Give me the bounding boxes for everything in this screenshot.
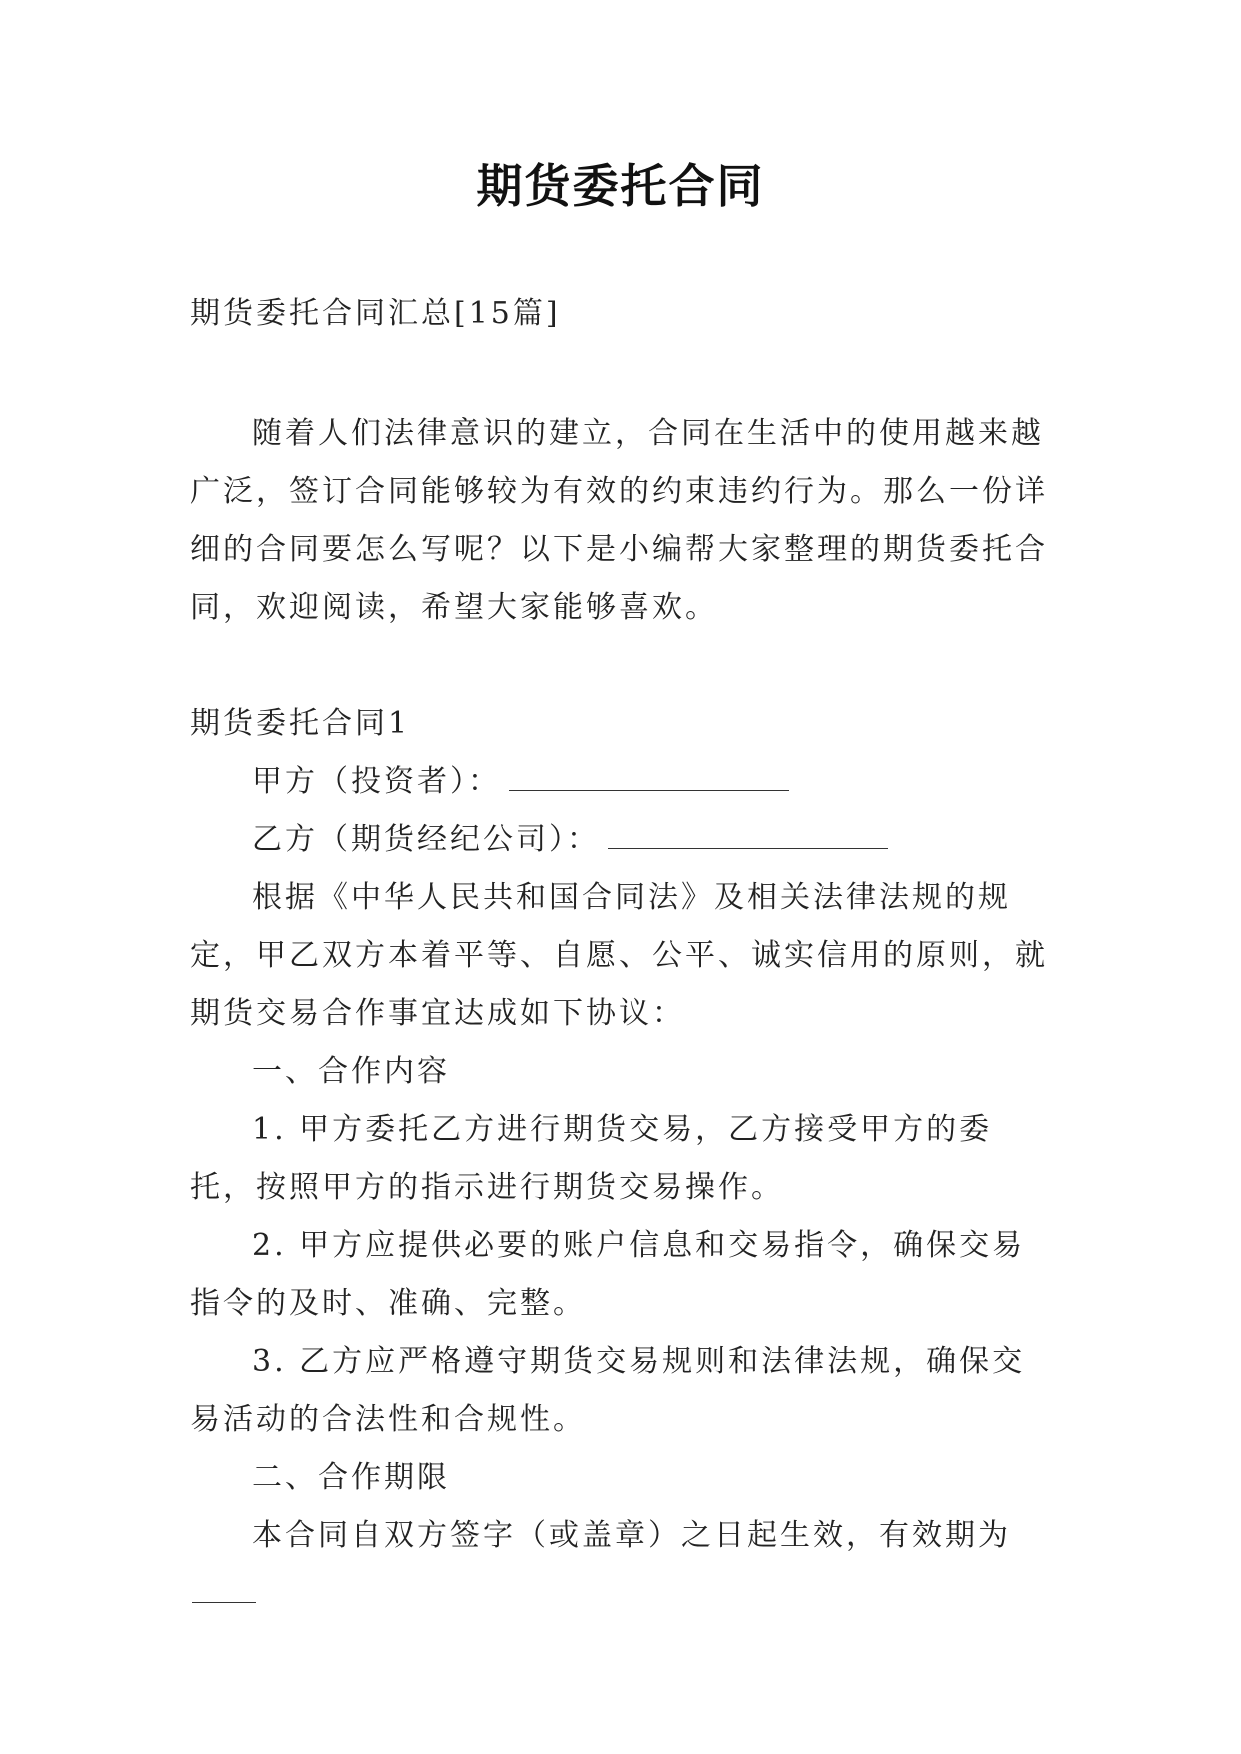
term-blank bbox=[192, 1576, 256, 1603]
document-subtitle: 期货委托合同汇总[15篇] bbox=[190, 296, 561, 331]
document-title: 期货委托合同 bbox=[476, 159, 765, 213]
clause-item-2: 2. 甲方应提供必要的账户信息和交易指令，确保交易指令的及时、准确、完整。 bbox=[190, 1228, 1026, 1321]
document-body bbox=[190, 285, 1050, 1623]
clause-item-3: 3. 乙方应严格遵守期货交易规则和法律法规，确保交易活动的合法性和合规性。 bbox=[190, 1344, 1026, 1437]
heading-cooperation-content: 一、合作内容 bbox=[252, 1054, 450, 1089]
term-paragraph bbox=[190, 1507, 1050, 1623]
party-b-label: 乙方（期货经纪公司）： bbox=[252, 822, 600, 857]
party-a-blank bbox=[509, 764, 789, 791]
clause-item-1: 1. 甲方委托乙方进行期货交易，乙方接受甲方的委托，按照甲方的指示进行期货交易操作。 bbox=[190, 1112, 993, 1205]
preamble-paragraph: 根据《中华人民共和国合同法》及相关法律法规的规定，甲乙双方本着平等、自愿、公平、诚实信用的原则，就期货交易合作事宜达成如下协议： bbox=[190, 880, 1048, 1031]
party-a-label: 甲方（投资者）： bbox=[252, 764, 501, 799]
section-heading: 期货委托合同1 bbox=[190, 706, 411, 741]
heading-cooperation-term: 二、合作期限 bbox=[252, 1460, 450, 1495]
party-a-line bbox=[190, 753, 1050, 811]
term-text: 本合同自双方签字（或盖章）之日起生效，有效期为 bbox=[252, 1518, 1011, 1553]
party-b-blank bbox=[608, 822, 888, 849]
intro-paragraph: 随着人们法律意识的建立，合同在生活中的使用越来越广泛，签订合同能够较为有效的约束违约行为。那么一份详细的合同要怎么写呢？以下是小编帮大家整理的期货委托合同，欢迎阅读，希望大家能够喜欢。 bbox=[190, 416, 1048, 625]
party-b-line bbox=[190, 811, 1050, 869]
